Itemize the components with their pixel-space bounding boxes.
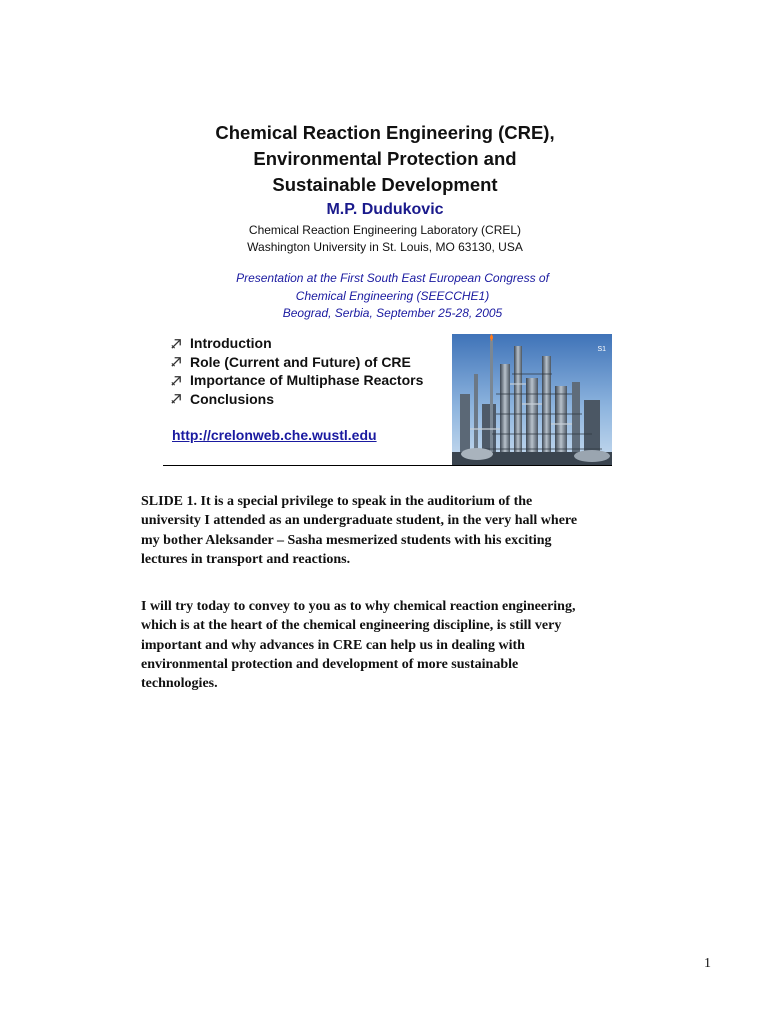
notes-line: I will try today to convey to you as to why chemical reaction engineering,: [141, 599, 576, 614]
outline-list: [170, 334, 423, 408]
presentation-info: [160, 270, 625, 323]
presentation-line-2: Chemical Engineering (SEECCHE1): [295, 288, 490, 303]
title-line-3: Sustainable Development: [272, 174, 498, 195]
outline-item: [170, 353, 423, 372]
outline-item: [170, 390, 423, 409]
notes-line: important and why advances in CRE can help us in dealing with: [141, 637, 525, 653]
outline-item: [170, 334, 423, 353]
title-line-1: Chemical Reaction Engineering (CRE),: [215, 122, 555, 143]
affiliation-line-2: Washington University in St. Louis, MO 63130, USA: [247, 240, 523, 254]
refinery-illustration: [452, 334, 612, 466]
slide-title: [160, 120, 610, 198]
title-line-2: Environmental Protection and: [253, 148, 517, 169]
website-link[interactable]: http://crelonweb.che.wustl.edu: [172, 427, 377, 443]
notes-line: university I attended as an undergraduate student, in the very hall where: [141, 513, 578, 529]
affiliation-line-1: Chemical Reaction Engineering Laboratory (CREL): [248, 223, 522, 237]
author-name: M.P. Dudukovic: [326, 201, 444, 218]
affiliation: [160, 222, 610, 256]
arrow-bullet-icon: [170, 355, 183, 368]
outline-item: [170, 371, 423, 390]
notes-line: technologies.: [141, 676, 218, 692]
arrow-bullet-icon: [170, 374, 183, 387]
arrow-bullet-icon: [170, 337, 183, 350]
arrow-bullet-icon: [170, 392, 183, 405]
outline-item-label: Introduction: [190, 335, 272, 351]
notes-paragraph-2: [141, 597, 615, 693]
presentation-line-1: Presentation at the First South East European Congress of: [236, 271, 549, 285]
notes-paragraph-1: [141, 492, 615, 569]
page-number: 1: [704, 956, 711, 971]
outline-item-label: Importance of Multiphase Reactors: [190, 372, 424, 388]
refinery-photo: [452, 334, 612, 466]
slide-divider: [163, 465, 612, 466]
presentation-line-3: Beograd, Serbia, September 25-28, 2005: [282, 306, 503, 320]
notes-line: lectures in transport and reactions.: [141, 551, 351, 567]
notes-line: environmental protection and development of more sustainable: [141, 656, 519, 672]
outline-item-label: Role (Current and Future) of CRE: [190, 353, 411, 370]
notes-line: my bother Aleksander – Sasha mesmerized students with his exciting: [141, 532, 552, 548]
outline-item-label: Conclusions: [190, 390, 275, 407]
slide-number: S1: [597, 346, 606, 353]
notes-line: SLIDE 1. It is a special privilege to speak in the auditorium of the: [141, 494, 533, 509]
notes-line: which is at the heart of the chemical engineering discipline, is still very: [141, 618, 562, 634]
